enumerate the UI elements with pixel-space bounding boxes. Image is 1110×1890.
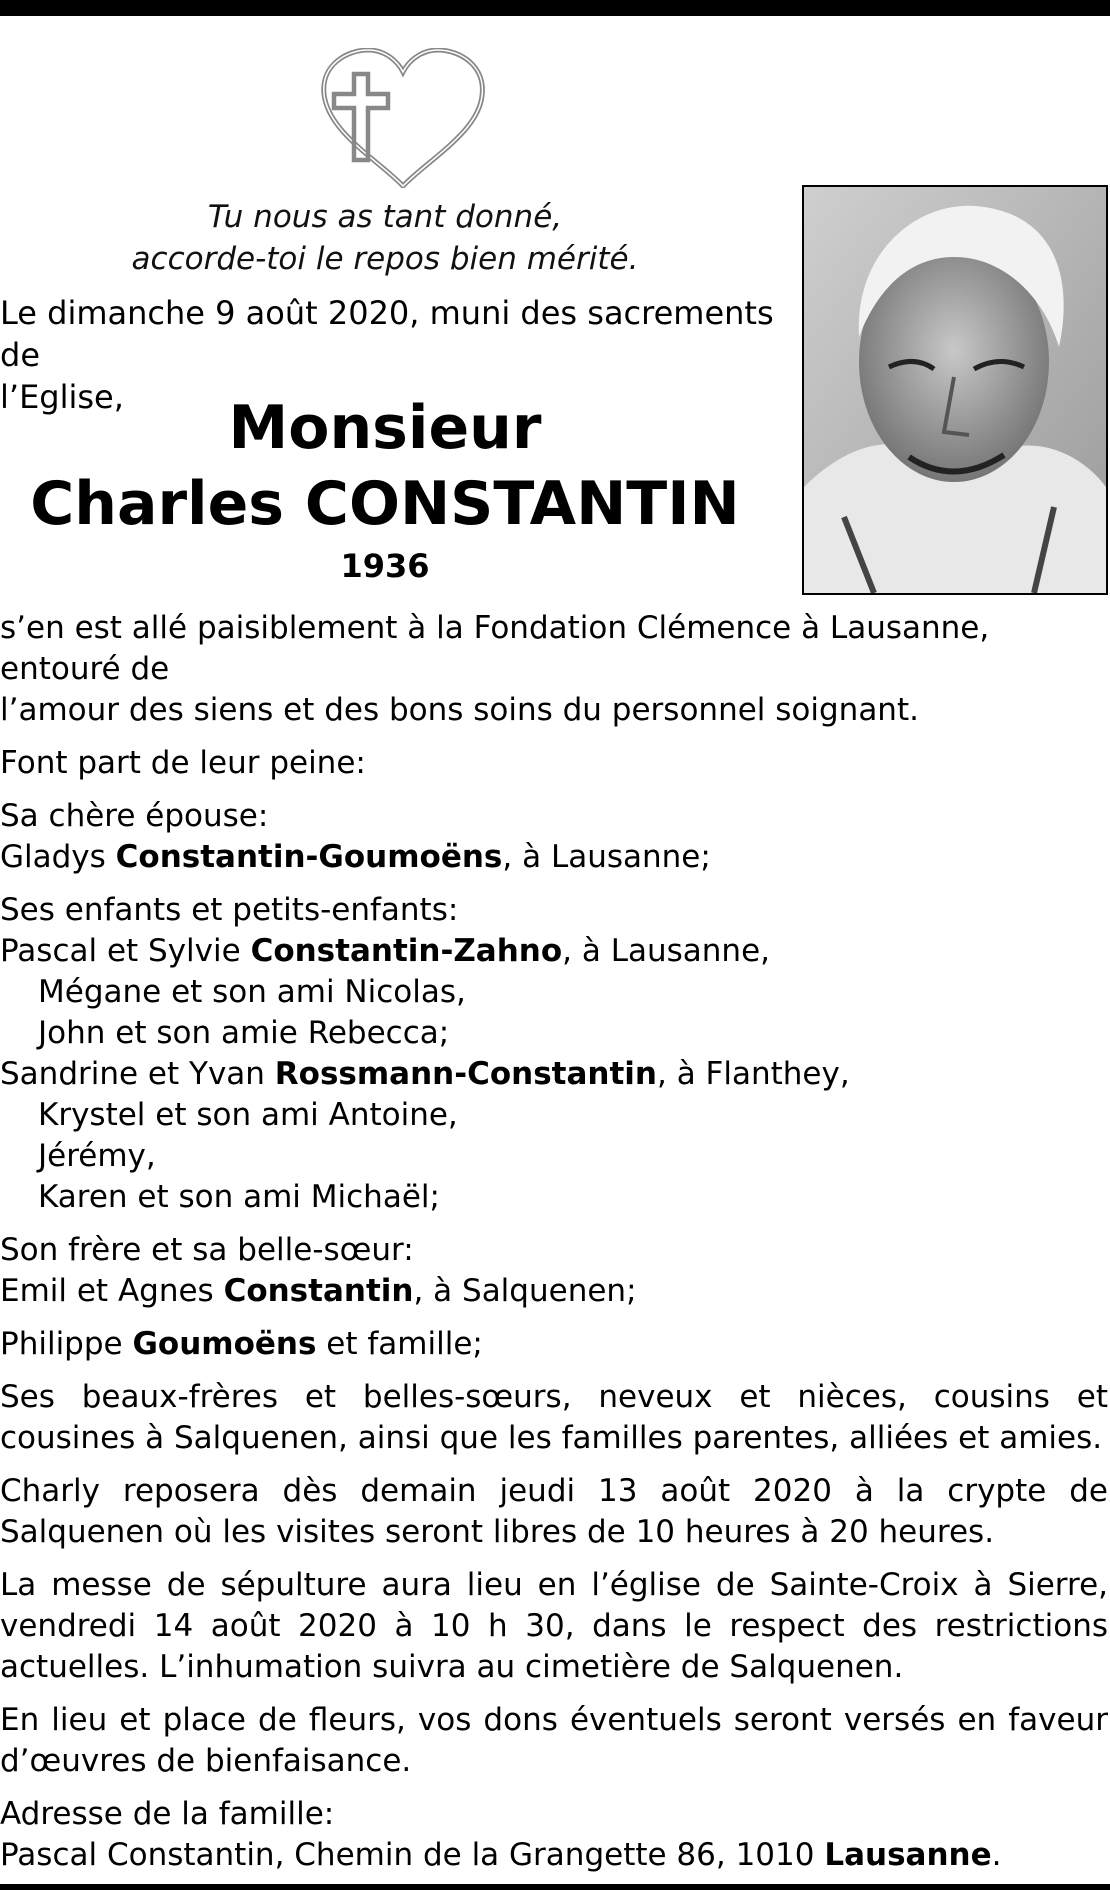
bottom-rule <box>0 1884 1110 1890</box>
other-rest: et famille; <box>316 1326 483 1362</box>
sibling-place: , à Salquenen; <box>413 1273 637 1309</box>
spouse-paragraph <box>0 796 1108 878</box>
spouse-place: , à Lausanne; <box>502 839 711 875</box>
children-paragraph <box>0 890 1108 1218</box>
sibling-first: Emil et Agnes <box>0 1273 224 1309</box>
address-line <box>0 1835 1108 1876</box>
family-1-first: Pascal et Sylvie <box>0 933 251 969</box>
address-text: Pascal Constantin, Chemin de la Grangette 86, 1010 <box>0 1837 825 1873</box>
epitaph-quote <box>0 196 770 280</box>
deceased-name: Charles CONSTANTIN <box>30 469 740 539</box>
sibling-paragraph <box>0 1230 1108 1312</box>
address-paragraph <box>0 1794 1108 1876</box>
family-2 <box>0 1054 1108 1095</box>
grandchild: Krystel et son ami Antoine, <box>38 1097 458 1133</box>
passing-line-2: l’amour des siens et des bons soins du personnel soignant. <box>0 692 919 728</box>
other-family-paragraph <box>0 1324 1108 1365</box>
other-first: Philippe <box>0 1326 133 1362</box>
family-2-first: Sandrine et Yvan <box>0 1056 275 1092</box>
quote-line-2: accorde-toi le repos bien mérité. <box>131 241 639 277</box>
children-heading: Ses enfants et petits-enfants: <box>0 892 459 928</box>
address-heading: Adresse de la famille: <box>0 1796 335 1832</box>
address-city: Lausanne <box>824 1837 992 1873</box>
passing-paragraph <box>0 608 1108 731</box>
announce-paragraph: Font part de leur peine: <box>0 745 366 781</box>
address-end: . <box>991 1837 1002 1873</box>
grandchild: Karen et son ami Michaël; <box>38 1179 440 1215</box>
quote-line-1: Tu nous as tant donné, <box>207 199 563 235</box>
birth-year: 1936 <box>340 547 430 585</box>
sibling-heading: Son frère et sa belle-sœur: <box>0 1232 414 1268</box>
family-1-last: Constantin-Zahno <box>250 933 563 969</box>
deceased-block <box>0 390 770 588</box>
spouse-first: Gladys <box>0 839 116 875</box>
announcement-body <box>0 608 1108 1888</box>
intro-line-2: l’Eglise, <box>0 378 124 416</box>
grandchild: Jérémy, <box>38 1138 156 1174</box>
family-2-last: Rossmann-Constantin <box>274 1056 657 1092</box>
other-last: Goumoëns <box>132 1326 317 1362</box>
top-rule <box>0 0 1110 16</box>
deceased-title: Monsieur <box>228 393 542 463</box>
heart-cross-icon <box>318 48 488 188</box>
intro-line-1: Le dimanche 9 août 2020, muni des sacrements de <box>0 294 774 374</box>
flowers-paragraph: En lieu et place de fleurs, vos dons éventuels seront versés en faveur d’œuvres de bienfaisance. <box>0 1702 1108 1779</box>
grandchild: Mégane et son ami Nicolas, <box>38 974 466 1010</box>
sibling-line <box>0 1271 1108 1312</box>
family-2-place: , à Flanthey, <box>656 1056 850 1092</box>
passing-line-1: s’en est allé paisiblement à la Fondation Clémence à Lausanne, entouré de <box>0 610 990 687</box>
portrait-photo <box>802 185 1108 595</box>
spouse-line <box>0 837 1108 878</box>
mass-paragraph: La messe de sépulture aura lieu en l’église de Sainte-Croix à Sierre, vendredi 14 août 2020 à 10 h 30, dans le respect des restrictions actuelles. L’inhumation suivra au cimetière de Salquenen. <box>0 1567 1108 1685</box>
spouse-heading: Sa chère épouse: <box>0 798 269 834</box>
family-1-place: , à Lausanne, <box>562 933 770 969</box>
family-1 <box>0 931 1108 972</box>
extended-family-paragraph: Ses beaux-frères et belles-sœurs, neveux et nièces, cousins et cousines à Salquenen, ainsi que les familles parentes, alliées et amies. <box>0 1379 1108 1456</box>
visitation-paragraph: Charly reposera dès demain jeudi 13 août 2020 à la crypte de Salquenen où les visites seront libres de 10 heures à 20 heures. <box>0 1473 1108 1550</box>
sibling-last: Constantin <box>223 1273 414 1309</box>
grandchild: John et son amie Rebecca; <box>38 1015 450 1051</box>
spouse-last: Constantin-Goumoëns <box>115 839 503 875</box>
